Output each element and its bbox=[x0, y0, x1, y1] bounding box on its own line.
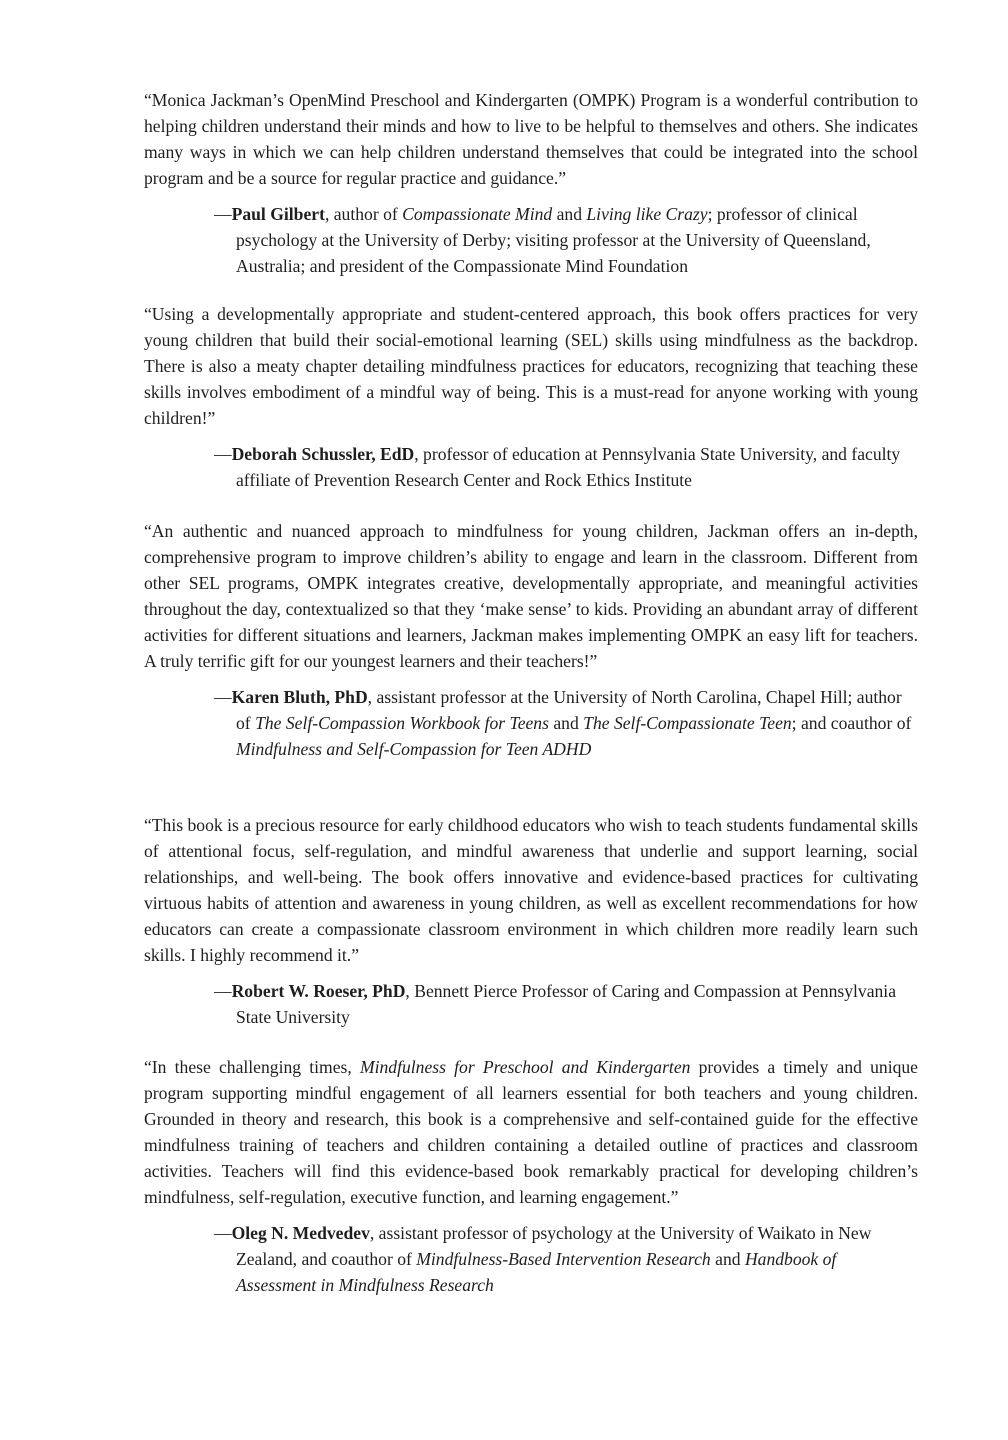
endorser-name: Karen Bluth, PhD bbox=[231, 687, 368, 707]
endorsement-quote bbox=[144, 301, 918, 431]
book-title: Living like Crazy bbox=[586, 204, 708, 224]
book-title: Mindfulness-Based Intervention Research bbox=[416, 1249, 711, 1269]
book-title: Mindfulness for Preschool and Kindergarten bbox=[359, 1057, 691, 1077]
endorsement-quote bbox=[144, 1054, 918, 1210]
endorser-name: Paul Gilbert bbox=[231, 204, 325, 224]
book-title: Compassionate Mind bbox=[402, 204, 553, 224]
credit-text: and bbox=[552, 204, 587, 224]
credit-text: and bbox=[548, 713, 584, 733]
endorsement-2 bbox=[144, 301, 918, 493]
quote-text: “Using a developmentally appropriate and student-centered approach, this book offers practices for very young children that build their social-emotional learning (SEL) skills using mindfulness as the backdrop. There is also a meaty chapter detailing mindfulness practices for educators, recognizing that teaching these skills involves embodiment of a mindful way of being. This is a must-read for anyone working with young children!” bbox=[144, 304, 918, 428]
endorsement-4 bbox=[144, 812, 918, 1030]
credit-text: , assistant professor at the University of North Carolina, Chapel Hill; author of bbox=[236, 687, 902, 733]
credit-text: , assistant professor of psychology at the University of Waikato in New Zealand, and coauthor of bbox=[236, 1223, 872, 1269]
endorser-name: Deborah Schussler, EdD bbox=[231, 444, 415, 464]
endorsement-1 bbox=[144, 87, 918, 279]
endorsement-attribution bbox=[144, 1220, 918, 1298]
credit-text: , Bennett Pierce Professor of Caring and Compassion at Pennsylvania State University bbox=[236, 981, 897, 1027]
quote-text: “An authentic and nuanced approach to mindfulness for young children, Jackman offers an in-depth, comprehensive program to improve children’s ability to engage and learn in the classroom. Different from other SEL programs, OMPK integrates creative, developmentally appropriate, and meaningful activities throughout the day, contextualized so that they ‘make sense’ to kids. Providing an abundant array of different activities for different situations and learners, Jackman makes implementing OMPK an easy lift for teachers. A truly terrific gift for our youngest learners and their teachers!” bbox=[144, 521, 918, 671]
book-title: Mindfulness and Self-Compassion for Teen ADHD bbox=[236, 739, 592, 759]
endorsement-attribution bbox=[144, 684, 918, 762]
endorser-name: Oleg N. Medvedev bbox=[231, 1223, 370, 1243]
book-title: The Self-Compassionate Teen bbox=[583, 713, 792, 733]
em-dash: — bbox=[214, 981, 232, 1001]
book-title: Handbook of Assessment in Mindfulness Research bbox=[236, 1249, 837, 1295]
em-dash: — bbox=[214, 204, 232, 224]
em-dash: — bbox=[214, 687, 232, 707]
endorsement-5 bbox=[144, 1054, 918, 1298]
endorsement-quote bbox=[144, 87, 918, 191]
book-title: The Self-Compassion Workbook for Teens bbox=[255, 713, 549, 733]
endorsement-attribution bbox=[144, 978, 918, 1030]
endorser-name: Robert W. Roeser, PhD bbox=[231, 981, 406, 1001]
endorsement-quote bbox=[144, 518, 918, 674]
credit-text: ; professor of clinical psychology at the University of Derby; visiting professor at the University of Queensland, Australia; and president of the Compassionate Mind Foundation bbox=[236, 204, 871, 276]
em-dash: — bbox=[214, 1223, 232, 1243]
endorsement-quote bbox=[144, 812, 918, 968]
credit-text: , author of bbox=[324, 204, 403, 224]
credit-text: , professor of education at Pennsylvania State University, and faculty affiliate of Prevention Research Center and Rock Ethics Institute bbox=[236, 444, 901, 490]
endorsement-attribution bbox=[144, 201, 918, 279]
quote-text: “In these challenging times, bbox=[144, 1057, 360, 1077]
quote-text: “Monica Jackman’s OpenMind Preschool and Kindergarten (OMPK) Program is a wonderful contribution to helping children understand their minds and how to live to be helpful to themselves and others. She indicates many ways in which we can help children understand themselves that could be integrated into the school program and be a source for regular practice and guidance.” bbox=[144, 90, 918, 188]
quote-text: “This book is a precious resource for early childhood educators who wish to teach students fundamental skills of attentional focus, self-regulation, and mindful awareness that underlie and support learning, social relationships, and well-being. The book offers innovative and evidence-based practices for cultivating virtuous habits of attention and awareness in young children, as well as excellent recommendations for how educators can create a compassionate classroom environment in which children more readily learn such skills. I highly recommend it.” bbox=[144, 815, 918, 965]
endorsement-attribution bbox=[144, 441, 918, 493]
credit-text: and bbox=[710, 1249, 745, 1269]
endorsement-3 bbox=[144, 518, 918, 762]
credit-text: ; and coauthor of bbox=[791, 713, 912, 733]
quote-text: provides a timely and unique program supporting mindful engagement of all learners essential for both teachers and young children. Grounded in theory and research, this book is a comprehensive and self-contained guide for the effective mindfulness training of teachers and children containing a detailed outline of practices and classroom activities. Teachers will find this evidence-based book remarkably practical for developing children’s mindfulness, self-regulation, executive function, and learning engagement.” bbox=[144, 1057, 918, 1207]
em-dash: — bbox=[214, 444, 232, 464]
